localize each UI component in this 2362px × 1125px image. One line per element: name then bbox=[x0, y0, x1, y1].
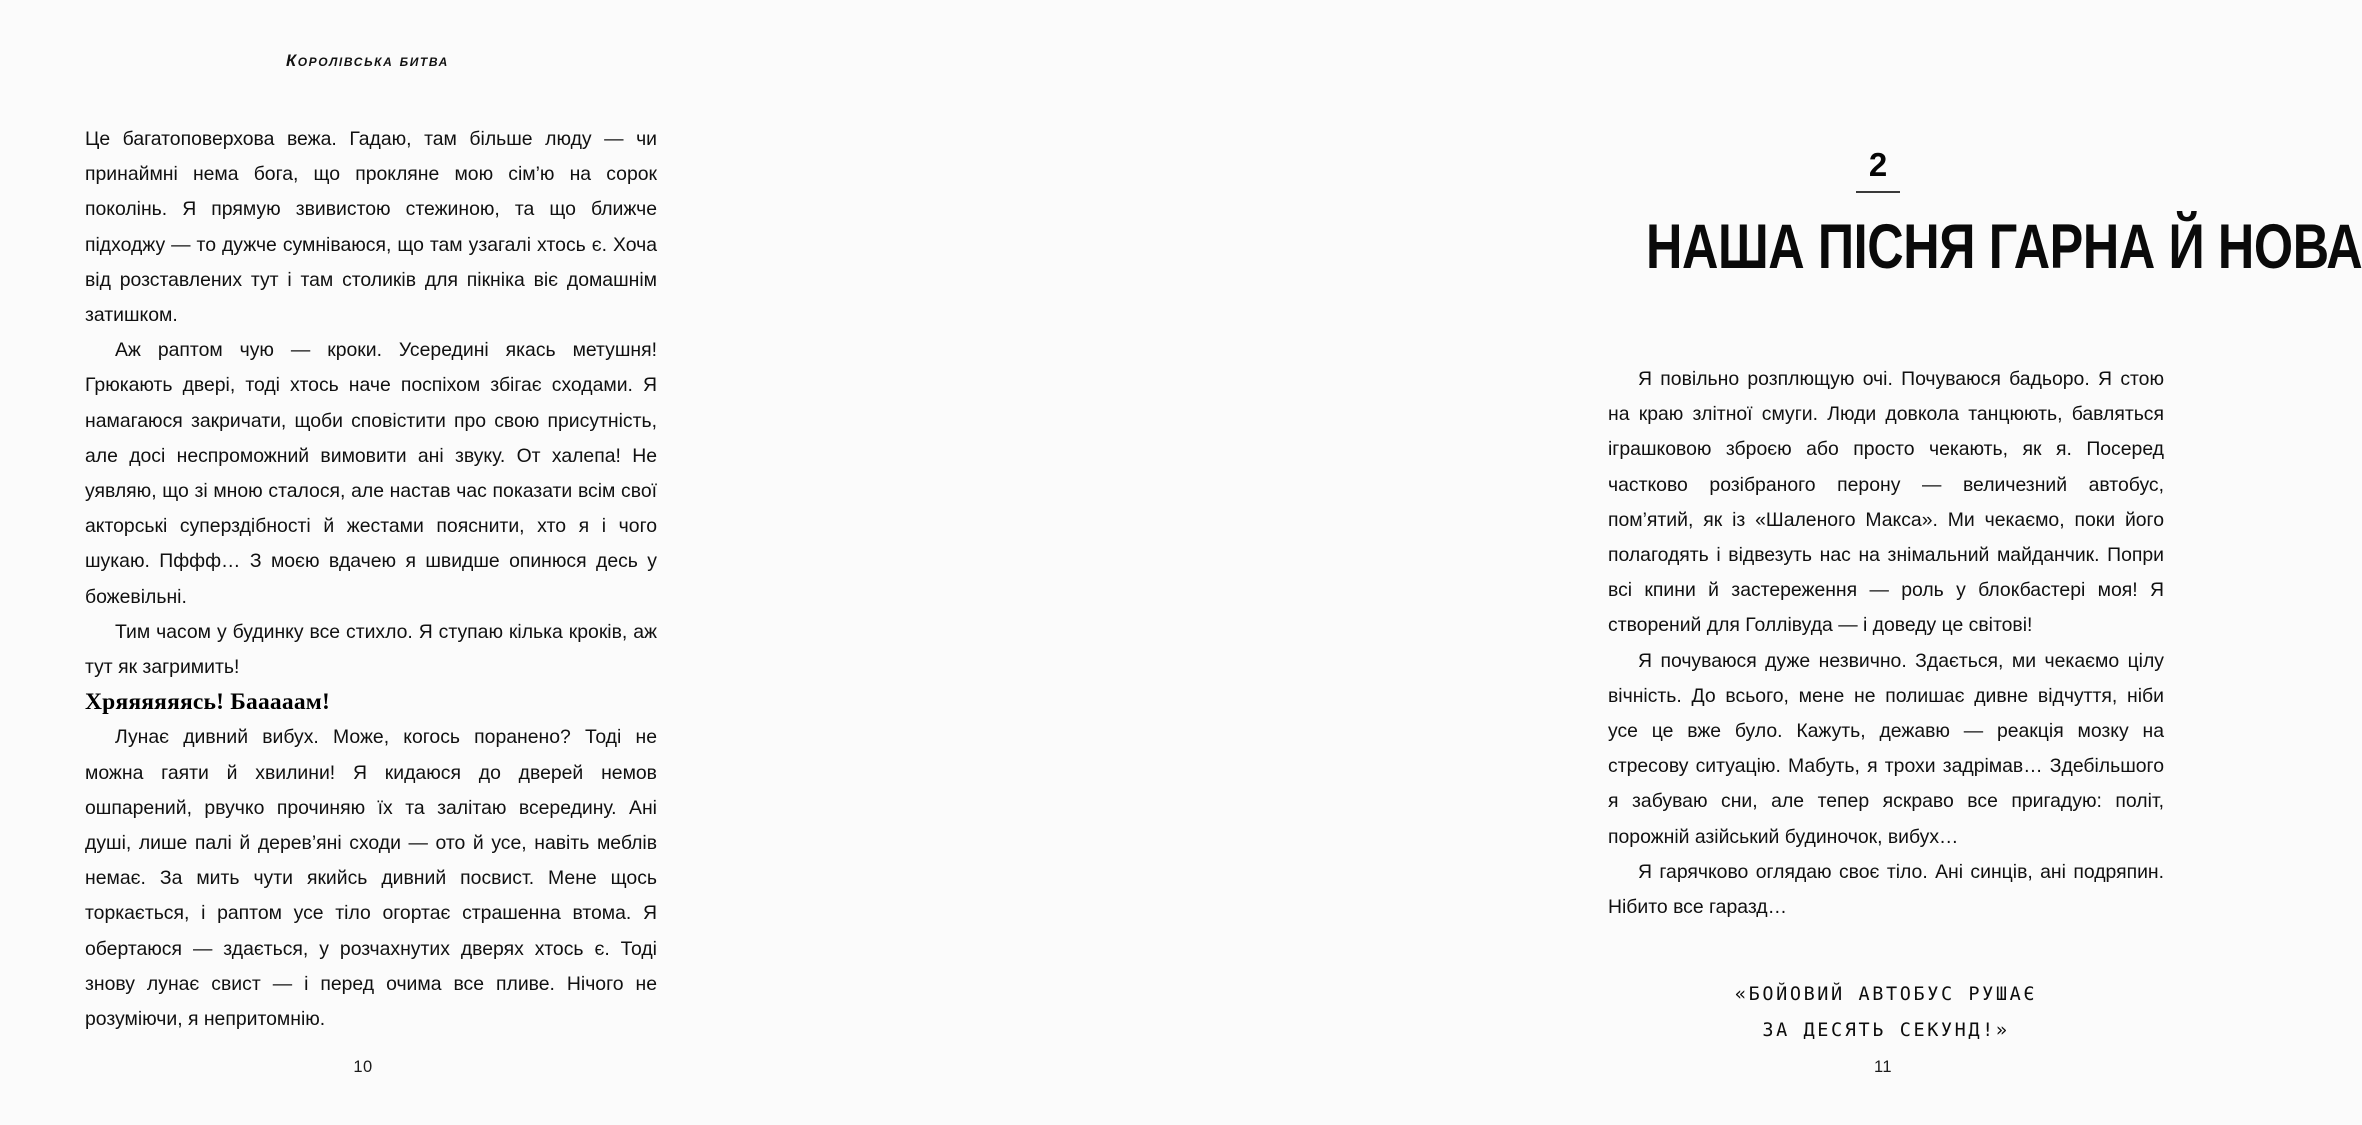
sound-effect-line: Хряяяяяясь! Бааааам! bbox=[85, 689, 331, 716]
page-number-left: 10 bbox=[353, 1058, 373, 1076]
chapter-title: НАША ПІСНЯ ГАРНА Й НОВА bbox=[1646, 212, 2362, 282]
chapter-opener bbox=[1588, 146, 2362, 282]
chapter-divider-rule bbox=[1856, 191, 1900, 193]
loudspeaker-announcement bbox=[1608, 977, 2164, 1049]
chapter-number: 2 bbox=[1868, 146, 1888, 183]
announcement-line-2: ЗА ДЕСЯТЬ СЕКУНД!» bbox=[1762, 1020, 2010, 1042]
left-page-text-column bbox=[85, 122, 657, 1037]
paragraph: Тим часом у будинку все стихло. Я ступаю кілька кроків, аж тут як загримить! bbox=[85, 620, 657, 679]
left-page bbox=[0, 0, 750, 1125]
paragraph: Аж раптом чую — кроки. Усередині якась метушня! Грюкають двері, тоді хтось наче поспіхом збігає сходами. Я намагаюся закричати, щоби сповістити про свою присутність, але досі неспроможний вимовити ані звуку. От халепа! Не уявляю, що зі мною сталося, але настав час показати всім свої акторські суперздібності й жестами пояснити, хто я і чого шукаю. Пффф… З моєю вдачею я швидше опинюся десь у божевільні. bbox=[85, 339, 657, 608]
paragraph: Лунає дивний вибух. Може, когось поранено? Тоді не можна гаяти й хвилини! Я кидаюся до дверей немов ошпарений, рвучко прочиняю їх та залітаю всередину. Ані душі, лише палі й дерев’яні сходи — ото й усе, навіть меблів немає. За мить чути якийсь дивний посвист. Мене щось торкається, і раптом усе тіло огортає страшенна втома. Я обертаюся — здається, у розчахнутих дверях хтось є. Тоді знову лунає свист — і перед очима все пливе. Нічого не розуміючи, я непритомнію. bbox=[85, 726, 657, 1031]
paragraph: Я почуваюся дуже незвично. Здається, ми чекаємо цілу вічність. До всього, мене не полишає дивне відчуття, ніби усе це вже було. Кажуть, дежавю — реакція мозку на стресову ситуацію. Мабуть, я трохи задрімав… Здебільшого я забуваю сни, але тепер яскраво все пригадую: політ, порожній азійський будиночок, вибух… bbox=[1608, 649, 2164, 848]
announcement-line-1: «БОЙОВИЙ АВТОБУС РУШАЄ bbox=[1734, 984, 2038, 1006]
paragraph: Я гарячково оглядаю своє тіло. Ані синців, ані подряпин. Нібито все гаразд… bbox=[1608, 860, 2164, 919]
page-number-right: 11 bbox=[1874, 1058, 1892, 1076]
running-head: Королівська битва bbox=[286, 52, 449, 70]
paragraph: Це багатоповерхова вежа. Гадаю, там більше люду — чи принаймні нема бога, що прокляне мою сім’ю на сорок поколінь. Я прямую звивистою стежиною, та що ближче підходжу — то дужче сумніваюся, що там узагалі хтось є. Хоча від розставлених тут і там столиків для пікніка віє домашнім затишком. bbox=[85, 128, 657, 327]
right-page-text-column bbox=[1608, 362, 2164, 1049]
paragraph: Я повільно розплющую очі. Почуваюся бадьоро. Я стою на краю злітної смуги. Люди довкола танцюють, бавляться іграшковою зброєю або просто чекають, як я. Посеред частково розібраного перону — величезний автобус, пом’ятий, як із «Шаленого Макса». Ми чекаємо, поки його полагодять і відвезуть нас на знімальний майданчик. Попри всі кпини й застереження — роль у блокбастері моя! Я створений для Голлівуда — і доведу це світові! bbox=[1608, 368, 2164, 637]
right-page bbox=[750, 0, 2362, 1125]
